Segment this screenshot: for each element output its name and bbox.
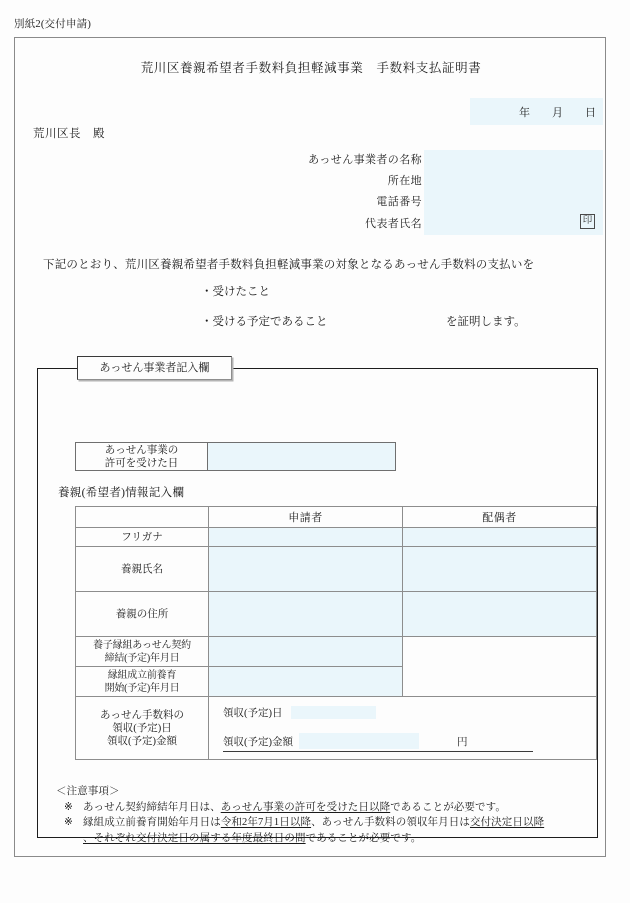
permission-date-row <box>75 442 396 471</box>
fee-currency-unit: 円 <box>457 737 468 748</box>
fee-amount-input[interactable] <box>299 733 419 749</box>
issuer-label-address: 所在地 <box>387 175 422 188</box>
fee-receipt-date-input[interactable] <box>291 706 376 719</box>
note-2-post: であることが必要です。 <box>305 832 422 844</box>
note-mark-icon: ※ <box>64 817 73 828</box>
note-item-1 <box>56 800 586 816</box>
row-label-parent-address: 養親の住所 <box>76 592 209 637</box>
cell-parent-name-spouse[interactable] <box>403 547 597 592</box>
table-row <box>76 592 597 637</box>
note-2-underlined-3: 交付決定日の属する年度最終日の間 <box>136 832 306 844</box>
table-row <box>76 528 597 547</box>
row-label-contract-date-line1: 養子縁組あっせん契約 <box>93 639 191 651</box>
note-2-mid: 、あっせん手数料の領収年月日は <box>311 817 470 828</box>
agency-entry-tab-label: あっせん事業者記入欄 <box>77 356 232 380</box>
statement-intro: 下記のとおり、荒川区養親希望者手数料負担軽減事業の対象となるあっせん手数料の支払いを <box>43 259 535 271</box>
notes-heading: ＜注意事項＞ <box>56 786 120 797</box>
row-label-rearing-date-line2: 開始(予定)年月日 <box>104 682 180 694</box>
row-label-fee-line2: 領収(予定)日 <box>112 722 172 734</box>
table-row <box>76 547 597 592</box>
row-label-contract-date <box>76 637 209 667</box>
note-item-2-text <box>83 815 544 831</box>
table-header-blank <box>76 507 209 528</box>
cell-parent-address-applicant[interactable] <box>209 592 403 637</box>
row-label-parent-name: 養親氏名 <box>76 547 209 592</box>
row-label-fee <box>76 697 209 760</box>
day-label: 日 <box>585 106 596 119</box>
cell-parent-address-spouse[interactable] <box>403 592 597 637</box>
permission-date-label-line2: 許可を受けた日 <box>104 458 179 469</box>
issuer-label-group <box>265 150 422 235</box>
cell-furigana-spouse[interactable] <box>403 528 597 547</box>
statement-option-received[interactable]: ・受けたこと <box>201 286 270 298</box>
date-input-field[interactable] <box>470 98 603 125</box>
row-label-contract-date-line2: 締結(予定)年月日 <box>104 652 180 664</box>
row-label-rearing-date-line1: 縁組成立前養育 <box>107 669 177 681</box>
note-2-mid-2: 、それぞれ <box>83 832 136 844</box>
addressee-honorific: 殿 <box>93 128 105 140</box>
adoptive-parent-table <box>75 506 597 760</box>
cell-fee-details <box>209 697 597 760</box>
permission-date-input[interactable] <box>208 442 396 471</box>
table-row <box>76 637 597 667</box>
month-label: 月 <box>552 106 563 119</box>
permission-date-label-line1: あっせん事業の <box>104 445 179 456</box>
statement-option-scheduled[interactable]: ・受ける予定であること <box>201 316 328 328</box>
row-label-rearing-date <box>76 667 209 697</box>
note-item-2-continued <box>56 831 586 847</box>
cell-furigana-applicant[interactable] <box>209 528 403 547</box>
note-item-1-text <box>83 800 506 816</box>
note-1-post: であることが必要です。 <box>390 801 506 813</box>
permission-date-label <box>75 442 208 471</box>
issuer-input-field[interactable] <box>424 150 603 235</box>
row-label-furigana: フリガナ <box>76 528 209 547</box>
table-row-fee <box>76 697 597 760</box>
table-header-spouse: 配偶者 <box>403 507 597 528</box>
issuer-label-name: あっせん事業者の名称 <box>308 154 422 166</box>
note-1-underlined: あっせん事業の許可を受けた日以降 <box>220 801 391 813</box>
issuer-label-phone: 電話番号 <box>376 196 422 209</box>
note-2-underlined-1: 令和2年7月1日以降 <box>220 817 312 828</box>
addressee <box>33 125 105 141</box>
note-mark-icon: ※ <box>64 801 73 813</box>
page-frame <box>14 37 606 857</box>
cell-parent-name-applicant[interactable] <box>209 547 403 592</box>
seal-stamp-icon: 印 <box>580 214 595 229</box>
cell-contract-date-applicant[interactable] <box>209 637 403 667</box>
notes-section <box>56 784 586 846</box>
row-label-fee-line3: 領収(予定)金額 <box>107 735 177 747</box>
table-header-row <box>76 507 597 528</box>
cell-rearing-date-applicant[interactable] <box>209 667 403 697</box>
statement-tail: を証明します。 <box>446 316 526 328</box>
note-2-underlined-2: 交付決定日以降 <box>469 817 545 828</box>
note-2-pre: 縁組成立前養育開始年月日は <box>83 817 221 828</box>
row-label-fee-line1: あっせん手数料の <box>100 709 184 721</box>
fee-amount-label: 領収(予定)金額 <box>223 737 293 748</box>
adoptive-parent-section-caption: 養親(希望者)情報記入欄 <box>58 487 185 499</box>
document-title: 荒川区養親希望者手数料負担軽減事業 手数料支払証明書 <box>140 61 482 75</box>
sheet-label: 別紙2(交付申請) <box>14 19 92 30</box>
addressee-name: 荒川区長 <box>33 128 81 140</box>
fee-receipt-date-label: 領収(予定)日 <box>223 708 283 719</box>
note-1-pre: あっせん契約締結年月日は、 <box>83 801 221 813</box>
note-item-2 <box>56 815 586 831</box>
issuer-label-representative: 代表者氏名 <box>365 217 422 230</box>
fee-amount-group <box>223 733 533 752</box>
year-label: 年 <box>519 106 530 119</box>
table-header-applicant: 申請者 <box>209 507 403 528</box>
cell-date-spouse-merged <box>403 637 597 697</box>
fee-receipt-date-group <box>223 705 376 720</box>
